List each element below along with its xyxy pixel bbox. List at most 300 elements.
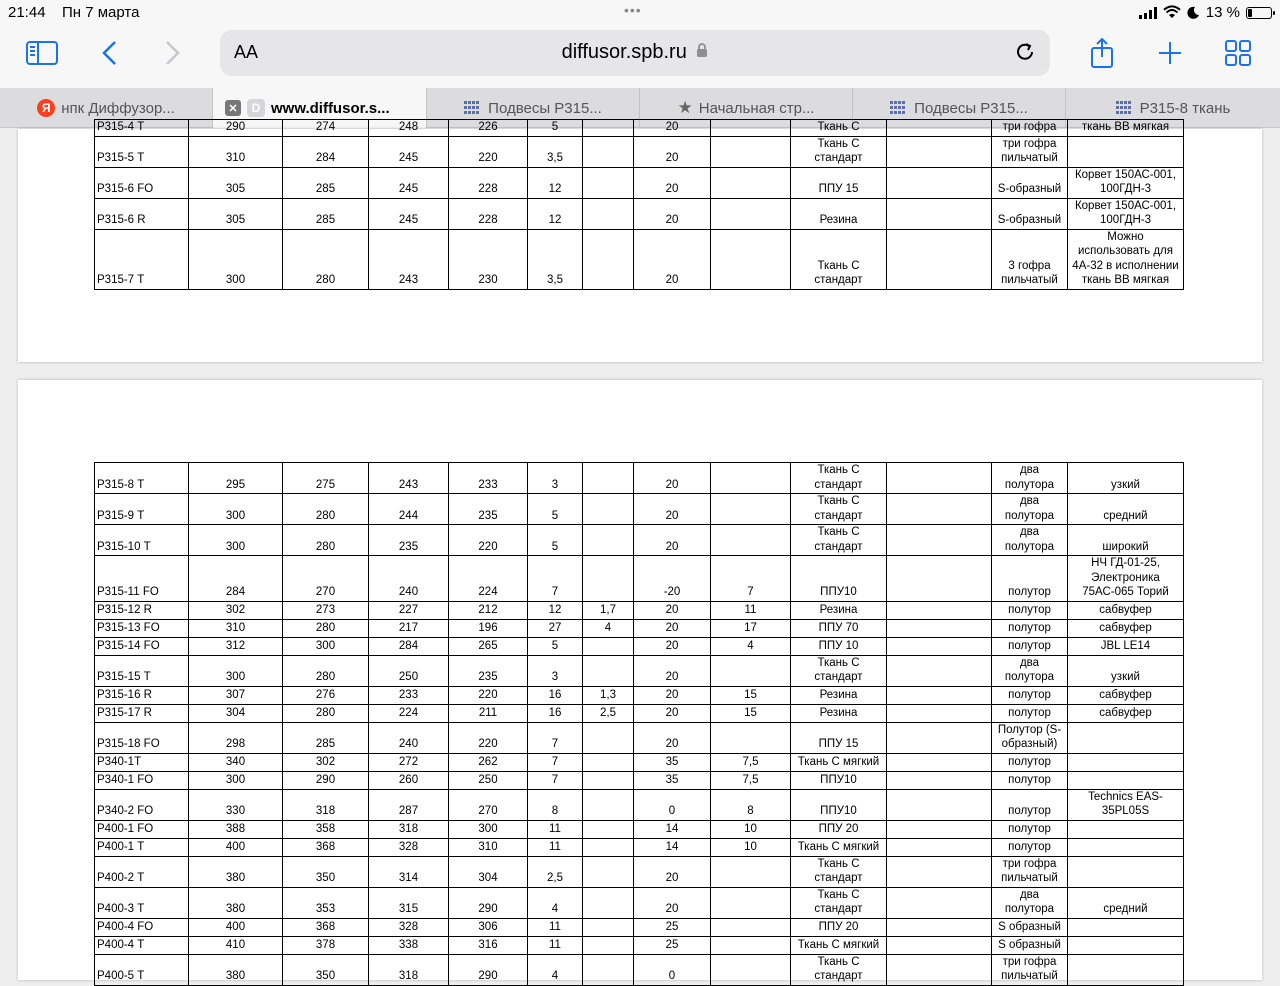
table-cell	[583, 918, 634, 936]
model-cell: Р315-16 R	[95, 686, 189, 704]
table-cell: 358	[283, 820, 369, 838]
table-cell	[887, 136, 992, 167]
table-cell: 7,5	[711, 771, 791, 789]
table-cell	[887, 820, 992, 838]
table-cell	[887, 789, 992, 820]
table-cell	[887, 655, 992, 686]
table-cell	[887, 601, 992, 619]
table-cell: 265	[449, 637, 528, 655]
reload-icon[interactable]	[1014, 41, 1036, 63]
table-cell: 25	[634, 918, 711, 936]
address-bar[interactable]	[220, 30, 1050, 76]
table-cell: три гофра пильчатый	[992, 856, 1068, 887]
table-cell: узкий	[1068, 655, 1184, 686]
chevron-left-icon	[100, 40, 120, 66]
table-cell	[887, 838, 992, 856]
table-cell: Резина	[791, 198, 887, 229]
table-cell	[711, 722, 791, 753]
table-cell: три гофра пильчатый	[992, 954, 1068, 985]
table-cell	[711, 655, 791, 686]
table-cell	[711, 167, 791, 198]
table-cell: 330	[189, 789, 283, 820]
table-cell: 8	[711, 789, 791, 820]
table-row	[95, 167, 1184, 198]
table-cell: 2,5	[528, 856, 583, 887]
table-cell: 220	[449, 722, 528, 753]
reader-text-size-button[interactable]: AA	[234, 42, 259, 62]
model-cell: Р400-1 Т	[95, 838, 189, 856]
table-cell: 243	[369, 229, 449, 289]
table-cell: 7	[711, 556, 791, 602]
table-cell: 240	[369, 556, 449, 602]
table-cell	[711, 954, 791, 985]
table-cell: 20	[634, 887, 711, 918]
table-cell: 220	[449, 686, 528, 704]
table-cell	[1068, 954, 1184, 985]
table-cell: Можно использовать для 4А-32 в исполнении ткань ВВ мягкая	[1068, 229, 1184, 289]
table-cell: 284	[369, 637, 449, 655]
suspension-table-page-2	[94, 462, 1184, 986]
table-cell: 338	[369, 936, 449, 954]
table-cell	[887, 856, 992, 887]
table-cell: 35	[634, 753, 711, 771]
status-indicators	[1139, 4, 1272, 21]
multitasking-dots-icon[interactable]: •••	[624, 2, 642, 18]
table-cell: 17	[711, 619, 791, 637]
lock-icon	[696, 43, 708, 58]
table-cell: 11	[528, 936, 583, 954]
table-cell: 212	[449, 601, 528, 619]
model-cell: Р315-15 Т	[95, 655, 189, 686]
table-cell: S-образный	[992, 198, 1068, 229]
new-tab-button[interactable]	[1150, 36, 1190, 70]
table-cell: 4	[528, 954, 583, 985]
table-cell: 274	[283, 120, 369, 137]
status-date: Пн 7 марта	[62, 4, 140, 21]
table-cell	[711, 463, 791, 494]
table-cell	[583, 820, 634, 838]
table-cell	[887, 120, 992, 137]
table-cell: ППУ 15	[791, 722, 887, 753]
model-cell: Р315-7 Т	[95, 229, 189, 289]
sheet-icon	[1116, 101, 1134, 115]
table-cell	[887, 722, 992, 753]
table-cell	[1068, 753, 1184, 771]
table-cell: 20	[634, 704, 711, 722]
table-cell	[711, 936, 791, 954]
table-cell	[711, 229, 791, 289]
model-cell: Р315-6 FO	[95, 167, 189, 198]
table-cell: Technics EAS-35PL05S	[1068, 789, 1184, 820]
table-row	[95, 198, 1184, 229]
table-cell: 300	[283, 637, 369, 655]
table-cell: 290	[189, 120, 283, 137]
model-cell: Р340-1Т	[95, 753, 189, 771]
model-cell: Р315-12 R	[95, 601, 189, 619]
table-cell	[887, 619, 992, 637]
forward-button[interactable]	[152, 36, 192, 70]
table-cell: 284	[283, 136, 369, 167]
table-cell	[583, 167, 634, 198]
table-cell: 10	[711, 838, 791, 856]
table-cell	[887, 556, 992, 602]
table-cell: 11	[528, 820, 583, 838]
table-cell: 280	[283, 655, 369, 686]
table-cell: ППУ 20	[791, 820, 887, 838]
table-cell	[887, 887, 992, 918]
table-row	[95, 463, 1184, 494]
tab-overview-button[interactable]	[1218, 36, 1258, 70]
table-cell	[583, 556, 634, 602]
table-cell: 290	[449, 954, 528, 985]
table-cell: 290	[449, 887, 528, 918]
table-cell: 318	[369, 954, 449, 985]
table-cell: 245	[369, 167, 449, 198]
sidebar-icon	[25, 40, 59, 66]
table-cell: 7,5	[711, 753, 791, 771]
table-cell	[711, 198, 791, 229]
table-cell: 3,5	[528, 229, 583, 289]
table-row	[95, 936, 1184, 954]
table-cell: 4	[528, 887, 583, 918]
table-cell: 248	[369, 120, 449, 137]
table-cell: 285	[283, 722, 369, 753]
table-cell: S образный	[992, 936, 1068, 954]
table-cell: 280	[283, 525, 369, 556]
table-cell: сабвуфер	[1068, 686, 1184, 704]
table-cell: 410	[189, 936, 283, 954]
table-cell: 307	[189, 686, 283, 704]
table-cell: 7	[528, 722, 583, 753]
model-cell: Р400-4 FO	[95, 918, 189, 936]
table-cell	[711, 120, 791, 137]
table-cell: 285	[283, 198, 369, 229]
table-cell: 304	[449, 856, 528, 887]
table-cell: 305	[189, 167, 283, 198]
table-cell: 306	[449, 918, 528, 936]
table-row	[95, 856, 1184, 887]
table-cell: 314	[369, 856, 449, 887]
table-cell: 20	[634, 655, 711, 686]
table-cell: 7	[528, 556, 583, 602]
table-cell: широкий	[1068, 525, 1184, 556]
table-cell	[1068, 820, 1184, 838]
table-cell: Ткань С стандарт	[791, 525, 887, 556]
table-row	[95, 838, 1184, 856]
table-cell	[583, 198, 634, 229]
table-cell: 287	[369, 789, 449, 820]
table-cell: 260	[369, 771, 449, 789]
table-cell: два полутора	[992, 494, 1068, 525]
table-row	[95, 229, 1184, 289]
table-row	[95, 704, 1184, 722]
battery-icon	[1246, 7, 1272, 19]
table-cell: 250	[369, 655, 449, 686]
table-cell: 1,7	[583, 601, 634, 619]
table-row	[95, 918, 1184, 936]
table-cell: 227	[369, 601, 449, 619]
url-text: diffusor.spb.ru	[561, 41, 687, 63]
table-row	[95, 789, 1184, 820]
table-cell: 1,3	[583, 686, 634, 704]
table-cell: ППУ10	[791, 556, 887, 602]
share-button[interactable]	[1082, 36, 1122, 70]
table-cell	[1068, 838, 1184, 856]
table-cell: 20	[634, 167, 711, 198]
table-cell	[887, 686, 992, 704]
table-cell: 217	[369, 619, 449, 637]
table-cell	[887, 198, 992, 229]
table-cell: 300	[189, 655, 283, 686]
table-cell: полутор	[992, 637, 1068, 655]
table-cell: 350	[283, 856, 369, 887]
table-cell: 318	[283, 789, 369, 820]
table-cell: 235	[369, 525, 449, 556]
table-cell: 310	[189, 136, 283, 167]
share-icon	[1089, 37, 1115, 69]
table-cell: полутор	[992, 771, 1068, 789]
table-cell: сабвуфер	[1068, 704, 1184, 722]
table-cell: 380	[189, 856, 283, 887]
table-cell: 224	[449, 556, 528, 602]
table-cell: 20	[634, 525, 711, 556]
table-cell: 350	[283, 954, 369, 985]
table-cell	[583, 856, 634, 887]
table-cell: 318	[369, 820, 449, 838]
model-cell: Р340-1 FO	[95, 771, 189, 789]
table-row	[95, 954, 1184, 985]
table-cell	[583, 771, 634, 789]
table-cell: Ткань С стандарт	[791, 229, 887, 289]
table-cell	[711, 494, 791, 525]
table-row	[95, 120, 1184, 137]
table-cell: 353	[283, 887, 369, 918]
table-cell: средний	[1068, 887, 1184, 918]
table-cell: 235	[449, 655, 528, 686]
table-cell: Ткань С мягкий	[791, 753, 887, 771]
table-cell: полутор	[992, 789, 1068, 820]
table-cell: 0	[634, 954, 711, 985]
back-button[interactable]	[90, 36, 130, 70]
table-cell: Ткань С стандарт	[791, 954, 887, 985]
table-cell: Ткань С стандарт	[791, 887, 887, 918]
table-cell	[711, 856, 791, 887]
table-cell: 300	[189, 525, 283, 556]
table-cell: полутор	[992, 820, 1068, 838]
table-cell	[887, 918, 992, 936]
table-cell: полутор	[992, 753, 1068, 771]
table-cell: 340	[189, 753, 283, 771]
table-cell: 235	[449, 494, 528, 525]
table-cell	[583, 525, 634, 556]
table-cell	[583, 954, 634, 985]
table-cell: 378	[283, 936, 369, 954]
table-cell: 20	[634, 198, 711, 229]
table-cell	[583, 120, 634, 137]
table-cell: 300	[189, 494, 283, 525]
document-page-1	[18, 121, 1262, 362]
table-cell: 220	[449, 525, 528, 556]
table-row	[95, 887, 1184, 918]
table-cell: 312	[189, 637, 283, 655]
model-cell: Р340-2 FO	[95, 789, 189, 820]
sidebar-button[interactable]	[22, 36, 62, 70]
model-cell: Р315-6 R	[95, 198, 189, 229]
table-cell: средний	[1068, 494, 1184, 525]
table-cell: 315	[369, 887, 449, 918]
table-cell: JBL LE14	[1068, 637, 1184, 655]
table-cell	[887, 229, 992, 289]
site-d-icon: D	[247, 99, 265, 117]
table-cell: полутор	[992, 556, 1068, 602]
table-cell	[1068, 856, 1184, 887]
table-cell	[583, 463, 634, 494]
table-cell: 280	[283, 229, 369, 289]
table-cell: сабвуфер	[1068, 619, 1184, 637]
table-cell: ППУ10	[791, 789, 887, 820]
table-cell: 233	[449, 463, 528, 494]
tab-label: нпк Диффузор...	[61, 99, 175, 117]
table-cell: 295	[189, 463, 283, 494]
table-cell	[711, 525, 791, 556]
table-row	[95, 637, 1184, 655]
table-cell: Резина	[791, 704, 887, 722]
table-cell: Ткань С стандарт	[791, 655, 887, 686]
table-cell: 20	[634, 722, 711, 753]
model-cell: Р315-5 Т	[95, 136, 189, 167]
table-cell: 20	[634, 856, 711, 887]
table-cell	[1068, 136, 1184, 167]
table-cell: 388	[189, 820, 283, 838]
table-cell: Резина	[791, 601, 887, 619]
table-cell: 14	[634, 838, 711, 856]
table-cell: Корвет 150АС-001, 100ГДН-3	[1068, 198, 1184, 229]
table-row	[95, 771, 1184, 789]
table-cell: 228	[449, 167, 528, 198]
table-cell: 228	[449, 198, 528, 229]
table-cell: два полутора	[992, 463, 1068, 494]
table-cell: 16	[528, 704, 583, 722]
table-cell	[887, 463, 992, 494]
table-cell	[887, 771, 992, 789]
table-cell: Ткань С мягкий	[791, 936, 887, 954]
table-cell: 233	[369, 686, 449, 704]
table-cell: 275	[283, 463, 369, 494]
table-cell: полутор	[992, 619, 1068, 637]
table-cell: 7	[528, 771, 583, 789]
table-row	[95, 820, 1184, 838]
table-cell: -20	[634, 556, 711, 602]
table-row	[95, 494, 1184, 525]
table-cell	[583, 789, 634, 820]
table-cell: 5	[528, 525, 583, 556]
plus-icon	[1157, 40, 1183, 66]
table-cell	[583, 887, 634, 918]
table-cell: 196	[449, 619, 528, 637]
table-cell: 298	[189, 722, 283, 753]
table-cell: 244	[369, 494, 449, 525]
table-cell: ткань ВВ мягкая	[1068, 120, 1184, 137]
table-cell: 400	[189, 918, 283, 936]
table-cell: 4	[711, 637, 791, 655]
table-cell: три гофра пильчатый	[992, 136, 1068, 167]
table-cell: полутор	[992, 704, 1068, 722]
model-cell: Р400-1 FO	[95, 820, 189, 838]
table-cell: 273	[283, 601, 369, 619]
tab-label: Р315-8 ткань	[1139, 99, 1231, 117]
status-time: 21:44	[8, 4, 46, 21]
address-url[interactable]	[220, 41, 1050, 64]
table-cell	[1068, 771, 1184, 789]
table-cell: 20	[634, 619, 711, 637]
table-cell	[583, 136, 634, 167]
table-cell: узкий	[1068, 463, 1184, 494]
model-cell: Р400-4 Т	[95, 936, 189, 954]
table-cell: 368	[283, 838, 369, 856]
table-cell: 305	[189, 198, 283, 229]
table-cell: 3 гофра пильчатый	[992, 229, 1068, 289]
model-cell: Р400-2 Т	[95, 856, 189, 887]
table-cell: 11	[711, 601, 791, 619]
chevron-right-icon	[162, 40, 182, 66]
table-cell: 226	[449, 120, 528, 137]
table-cell: 3	[528, 463, 583, 494]
table-cell: 280	[283, 494, 369, 525]
table-cell: ППУ 20	[791, 918, 887, 936]
model-cell: Р400-5 Т	[95, 954, 189, 985]
table-cell: 310	[189, 619, 283, 637]
status-bar	[0, 0, 1280, 26]
document-page-2	[18, 380, 1262, 980]
table-cell: 15	[711, 686, 791, 704]
close-tab-icon[interactable]: ✕	[225, 100, 241, 116]
table-cell: 12	[528, 167, 583, 198]
table-cell	[887, 936, 992, 954]
table-cell: 302	[189, 601, 283, 619]
table-cell	[887, 954, 992, 985]
table-cell	[583, 494, 634, 525]
table-cell: ППУ 15	[791, 167, 887, 198]
table-row	[95, 601, 1184, 619]
table-cell: 250	[449, 771, 528, 789]
table-cell: 35	[634, 771, 711, 789]
table-cell: 300	[189, 771, 283, 789]
table-cell: ППУ10	[791, 771, 887, 789]
table-cell: полутор	[992, 686, 1068, 704]
table-cell: 243	[369, 463, 449, 494]
table-cell: 310	[449, 838, 528, 856]
table-row	[95, 753, 1184, 771]
table-cell: 7	[528, 753, 583, 771]
table-cell: 12	[528, 601, 583, 619]
model-cell: Р315-13 FO	[95, 619, 189, 637]
table-cell: 290	[283, 771, 369, 789]
tabs-grid-icon	[1224, 39, 1252, 67]
table-cell: 285	[283, 167, 369, 198]
table-cell: 25	[634, 936, 711, 954]
table-cell: 224	[369, 704, 449, 722]
table-cell: 300	[449, 820, 528, 838]
table-cell: 20	[634, 494, 711, 525]
table-row	[95, 619, 1184, 637]
table-cell	[887, 167, 992, 198]
tab-label: Подвесы Р315...	[914, 99, 1028, 117]
table-row	[95, 525, 1184, 556]
table-cell: 316	[449, 936, 528, 954]
table-cell: 270	[449, 789, 528, 820]
suspension-table-page-1	[94, 119, 1184, 290]
table-cell: Ткань С стандарт	[791, 856, 887, 887]
